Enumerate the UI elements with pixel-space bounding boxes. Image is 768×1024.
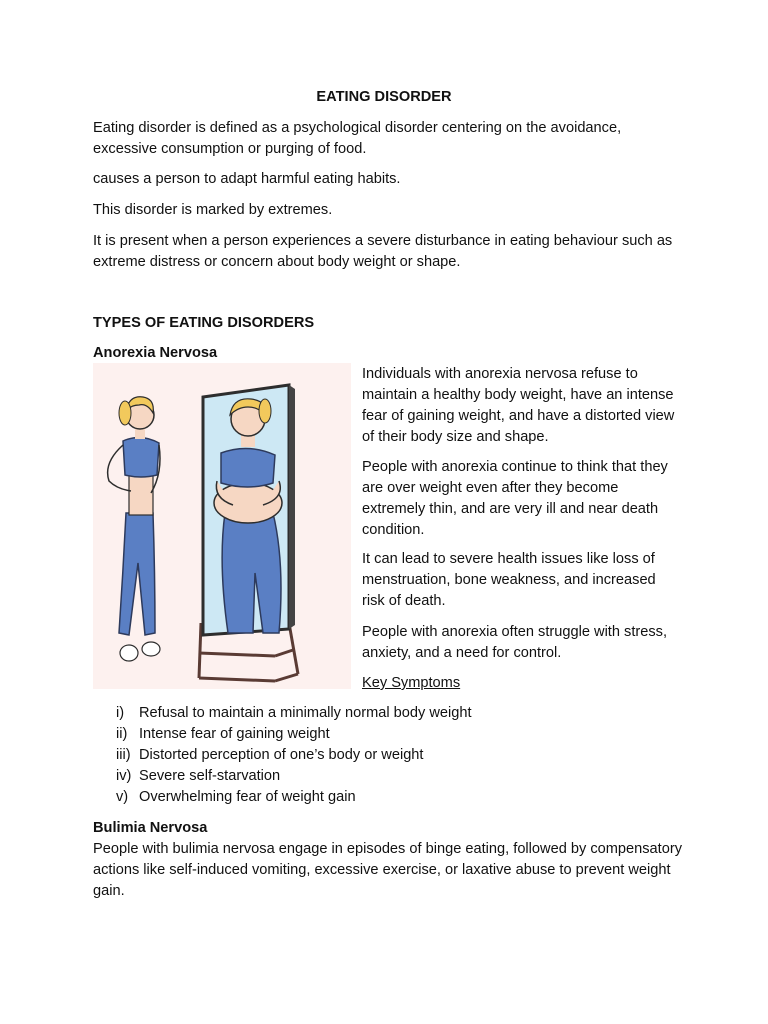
anorexia-paragraph-1: Individuals with anorexia nervosa refuse to maintain a healthy body weight, have an intense fear of gaining weight, and have a distorted view of their body size and shape. — [362, 366, 675, 445]
bulimia-paragraph: People with bulimia nervosa engage in episodes of binge eating, followed by compensatory actions like self-induced vomiting, excessive exercise, or laxative abuse to prevent weight gain. — [93, 841, 682, 899]
intro-paragraph-1: Eating disorder is defined as a psychological disorder centering on the avoidance, excessive consumption or purging of food. — [93, 120, 622, 157]
list-item-text: Refusal to maintain a minimally normal body weight — [139, 705, 472, 721]
list-item — [93, 703, 693, 724]
anorexia-paragraph-4: People with anorexia often struggle with stress, anxiety, and a need for control. — [362, 624, 668, 661]
page-title: EATING DISORDER — [316, 89, 452, 105]
list-item-number: ii) — [116, 726, 128, 742]
list-item-text: Intense fear of gaining weight — [139, 726, 330, 742]
woman-figure — [108, 397, 160, 661]
list-item-text: Overwhelming fear of weight gain — [139, 789, 356, 805]
intro-paragraph-3: This disorder is marked by extremes. — [93, 202, 333, 218]
intro-paragraph-2: causes a person to adapt harmful eating habits. — [93, 171, 401, 187]
list-item-text: Distorted perception of one’s body or weight — [139, 747, 424, 763]
intro-paragraph-4: It is present when a person experiences a severe disturbance in eating behaviour such as extreme distress or concern about body weight or shape. — [93, 233, 673, 270]
list-item-number: iii) — [116, 747, 131, 763]
list-item — [93, 724, 693, 745]
list-item — [93, 745, 693, 766]
list-item-number: i) — [116, 705, 125, 721]
list-item-number: iv) — [116, 768, 132, 784]
list-item — [93, 787, 693, 808]
list-item-number: v) — [116, 789, 129, 805]
anorexia-paragraph-2: People with anorexia continue to think that they are over weight even after they become extremely thin, and are very ill and near death condition. — [362, 459, 668, 538]
list-item-text: Severe self-starvation — [139, 768, 281, 784]
list-item — [93, 766, 693, 787]
key-symptoms-heading: Key Symptoms — [362, 675, 461, 691]
types-heading: TYPES OF EATING DISORDERS — [93, 315, 315, 331]
bulimia-heading: Bulimia Nervosa — [93, 820, 208, 836]
symptoms-list — [93, 703, 693, 808]
anorexia-heading: Anorexia Nervosa — [93, 345, 218, 361]
anorexia-paragraph-3: It can lead to severe health issues like loss of menstruation, bone weakness, and increased risk of death. — [362, 551, 656, 609]
mirror-illustration — [93, 363, 351, 689]
